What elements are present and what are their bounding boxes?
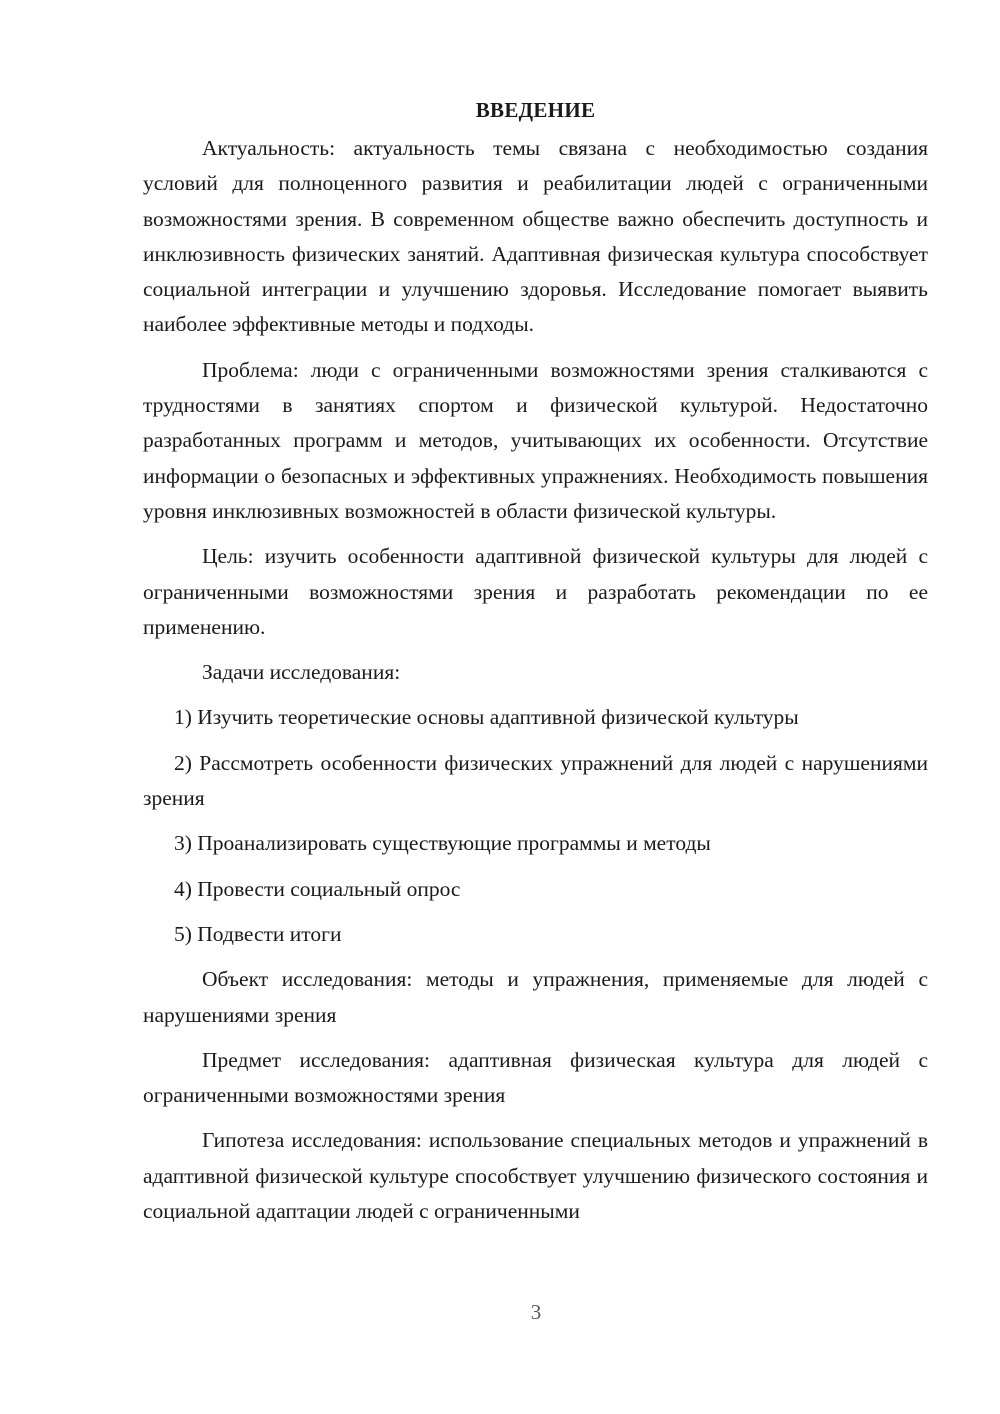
tasks-heading: Задачи исследования: <box>202 660 401 685</box>
task-item: 2) Рассмотреть особенности физических упражнений для людей с нарушениями зрения <box>143 750 928 811</box>
task-item: 5) Подвести итоги <box>174 921 342 946</box>
page-number: 3 <box>530 1300 542 1324</box>
paragraph-subject: Предмет исследования: адаптивная физическая культура для людей с ограниченными возможностями зрения <box>143 1047 928 1108</box>
paragraph-problem: Проблема: люди с ограниченными возможностями зрения сталкиваются с трудностями в занятиях спортом и физической культурой. Недостаточно разработанных программ и методов, учитывающих их особенности. Отсутствие информации о безопасных и эффективных упражнениях. Необходимость повышения уровня инклюзивных возможностей в области физической культуры. <box>143 357 928 523</box>
page-content <box>143 92 928 1239</box>
task-item: 3) Проанализировать существующие программы и методы <box>174 831 711 856</box>
paragraph-hypothesis: Гипотеза исследования: использование специальных методов и упражнений в адаптивной физической культуре способствует улучшению физического состояния и социальной адаптации людей с ограниченными <box>143 1128 928 1224</box>
paragraph-goal: Цель: изучить особенности адаптивной физической культуры для людей с ограниченными возможностями зрения и разработать рекомендации по ее применению. <box>143 544 928 639</box>
task-item: 4) Провести социальный опрос <box>174 876 461 901</box>
paragraph-relevance: Актуальность: актуальность темы связана с необходимостью создания условий для полноценного развития и реабилитации людей с ограниченными возможностями зрения. В современном обществе важно обеспечить доступность и инклюзивность физических занятий. Адаптивная физическая культура способствует социальной интеграции и улучшению здоровья. Исследование помогает выявить наиболее эффективные методы и подходы. <box>143 136 928 337</box>
task-item: 1) Изучить теоретические основы адаптивной физической культуры <box>174 705 799 730</box>
paragraph-object: Объект исследования: методы и упражнения, применяемые для людей с нарушениями зрения <box>143 967 928 1027</box>
section-title: ВВЕДЕНИЕ <box>475 98 596 122</box>
